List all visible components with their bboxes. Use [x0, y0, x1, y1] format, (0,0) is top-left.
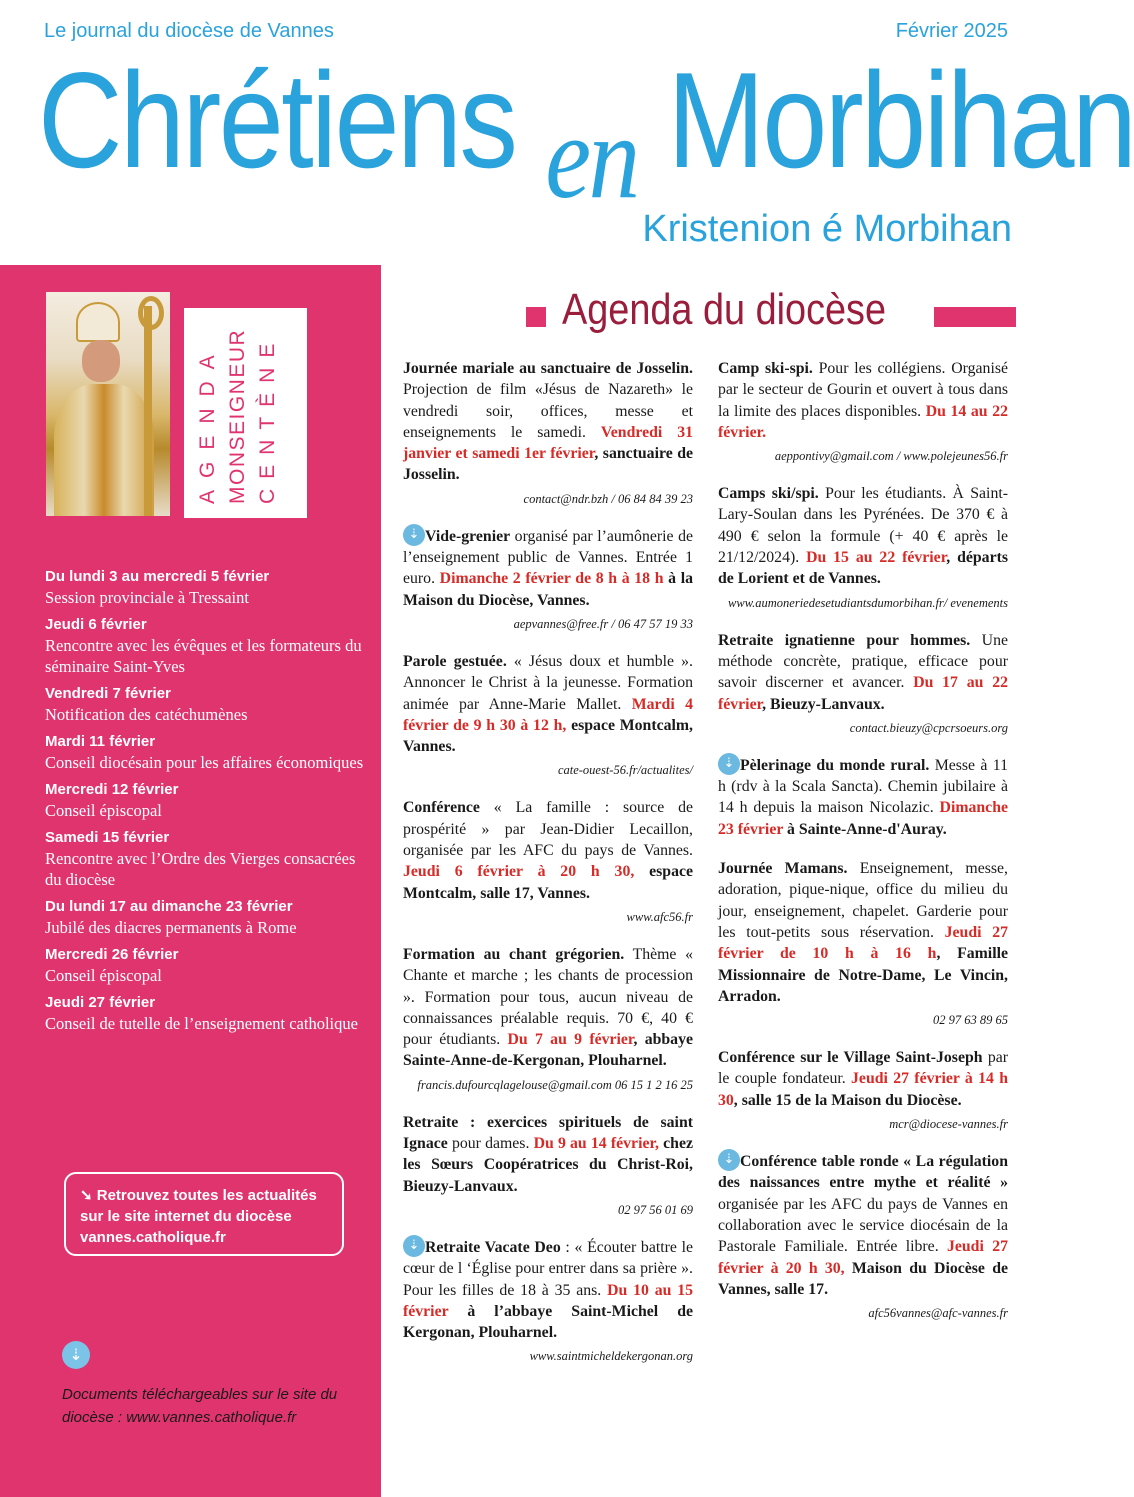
event-description: Conseil diocésain pour les affaires économiques: [45, 753, 364, 772]
agenda-article: [718, 1151, 1008, 1322]
crosier-icon: [144, 306, 152, 516]
article-body: par le couple fondateur.: [718, 1049, 1009, 1088]
article-date: Mardi 4 février de 9 h 30 à 12 h,: [403, 695, 693, 734]
agenda-column-2: [718, 358, 1008, 1340]
article-place: espace Montcalm, Vannes.: [403, 716, 693, 756]
agenda-column-1: [403, 358, 693, 1383]
article-place: , Famille Missionnaire de Notre-Dame, Le Vincin, Arradon.: [718, 945, 1008, 1005]
article-contact: www.afc56.fr: [626, 909, 693, 924]
article-body: pour dames.: [447, 1135, 534, 1153]
event-description: Notification des catéchumènes: [45, 705, 248, 724]
event-date: Jeudi 27 février: [45, 994, 156, 1011]
agenda-article: [403, 526, 693, 633]
article-place: , abbaye Sainte-Anne-de-Kergonan, Plouharnel.: [403, 1031, 693, 1070]
agenda-article: [718, 1047, 1008, 1133]
heading-square-icon: [526, 307, 546, 327]
article-body: Une méthode concrète, pratique, efficace pour savoir discerner et avancer.: [718, 631, 1008, 692]
masthead-subtitle: Kristenion é Morbihan: [642, 208, 1012, 250]
article-place: , Bieuzy-Lanvaux.: [762, 695, 885, 713]
article-body: « Jésus doux et humble ». Annoncer le Christ à la jeunesse. Formation animée par Anne-Marie Mallet.: [403, 652, 693, 713]
vertical-monseigneur: MONSEIGNEUR: [226, 328, 249, 504]
article-date: Du 14 au 22 février.: [718, 402, 1008, 441]
agenda-article: [718, 858, 1008, 1029]
article-title: Journée Mamans.: [718, 860, 848, 878]
agenda-article: [403, 1112, 693, 1219]
article-title: Conférence sur le Village Saint-Joseph: [718, 1049, 983, 1067]
vertical-centene: CENTÈNE: [256, 333, 279, 504]
article-title: Formation au chant grégorien.: [403, 945, 625, 963]
article-title: Conférence: [403, 799, 480, 817]
article-place: , départs de Lorient et de Vannes.: [718, 549, 1008, 588]
agenda-article: [718, 630, 1008, 737]
article-date: Du 7 au 9 février: [507, 1031, 634, 1049]
masthead-part2: Morbihan: [637, 44, 1134, 196]
article-contact: francis.dufourcqlagelouse@gmail.com 06 15 1 2 16 25: [417, 1077, 693, 1092]
event-date: Mardi 11 février: [45, 733, 156, 750]
article-date: Du 9 au 14 février,: [533, 1135, 659, 1153]
article-title: Retraite ignatienne pour hommes.: [718, 631, 971, 649]
article-contact: 02 97 56 01 69: [618, 1202, 693, 1217]
article-body: organisée par les AFC du pays de Vannes en collaboration avec le service diocésain de la Pastorale Familiale. Entrée libre.: [718, 1195, 1008, 1256]
event-item: [45, 731, 375, 773]
event-item: [45, 944, 375, 986]
agenda-heading: [526, 285, 1016, 345]
article-date: Vendredi 31 janvier et samedi 1er février: [403, 423, 693, 463]
masthead-part1: Chrétiens: [38, 44, 546, 196]
agenda-heading-text: Agenda du diocèse: [562, 285, 887, 334]
masthead-en: en: [545, 90, 638, 223]
event-date: Mercredi 26 février: [45, 946, 179, 963]
download-icon: ⇣: [403, 524, 425, 546]
article-title: Vide-grenier: [425, 527, 511, 545]
article-body: « La famille : source de prospérité » par Jean-Didier Lecaillon, organisée par les AFC du pays de Vannes.: [403, 799, 693, 860]
agenda-article: [718, 358, 1008, 465]
event-date: Du lundi 3 au mercredi 5 février: [45, 568, 270, 585]
article-date: Jeudi 6 février à 20 h 30,: [403, 863, 635, 881]
event-item: [45, 566, 375, 608]
event-item: [45, 779, 375, 821]
article-contact: mcr@diocese-vannes.fr: [889, 1117, 1008, 1132]
event-item: [45, 827, 375, 890]
article-body: Messe à 11 h (rdv à la Scala Sancta). Chemin jubilaire à 14 h depuis la maison Nicolazic.: [718, 756, 1008, 817]
event-description: Conseil épiscopal: [45, 801, 162, 820]
event-date: Du lundi 17 au dimanche 23 février: [45, 898, 293, 915]
agenda-article: [718, 755, 1008, 840]
issue-date: Février 2025: [895, 20, 1008, 42]
article-title: Conférence table ronde « La régulation des naissances entre mythe et réalité »: [718, 1153, 1008, 1192]
event-item: [45, 683, 375, 725]
article-body: : « Écouter battre le cœur de l ‘Église pour entrer dans sa prière ». Pour les filles de 18 à 35 ans.: [403, 1238, 693, 1299]
event-description: Conseil épiscopal: [45, 966, 162, 985]
mitre-icon: [76, 302, 120, 342]
event-description: Rencontre avec l’Ordre des Vierges consacrées du diocèse: [45, 849, 356, 889]
event-item: [45, 614, 375, 677]
article-place: , salle 15 de la Maison du Diocèse.: [733, 1091, 962, 1109]
agenda-article: [403, 651, 693, 779]
article-contact: aeppontivy@gmail.com / www.polejeunes56.fr: [774, 449, 1008, 464]
website-link-box[interactable]: [64, 1172, 344, 1256]
bishop-photo: [46, 292, 170, 516]
agenda-article: [403, 944, 693, 1094]
masthead-title: [38, 44, 1134, 223]
download-icon: ⇣: [718, 1149, 740, 1171]
article-title: Camp ski-spi.: [718, 360, 813, 377]
article-date: Du 17 au 22 février: [718, 674, 1008, 713]
article-title: Retraite Vacate Deo: [425, 1238, 561, 1256]
article-title: Pèlerinage du monde rural.: [740, 756, 930, 774]
article-date: Dimanche 2 février de 8 h à 18 h: [439, 570, 664, 588]
event-date: Samedi 15 février: [45, 829, 170, 846]
article-place: à la Maison du Diocèse, Vannes.: [403, 570, 693, 609]
article-place: Maison du Diocèse de Vannes, salle 17.: [718, 1259, 1008, 1298]
agenda-article: [403, 797, 693, 925]
photo-robe: [54, 384, 154, 516]
event-description: Jubilé des diacres permanents à Rome: [45, 918, 297, 937]
agenda-monseigneur-box: [184, 308, 307, 518]
article-body: Thème « Chante et marche ; les chants de procession ». Formation pour tous, aucun niveau de connaissances préalable requis. 70 €, 40 € pour étudiants.: [403, 945, 694, 1049]
article-place: à Sainte-Anne-d'Auray.: [783, 820, 947, 838]
article-date: Jeudi 27 février à 20 h 30,: [718, 1238, 1008, 1277]
article-contact: www.aumoneriedesetudiantsdumorbihan.fr/ evenements: [728, 595, 1008, 610]
photo-face: [82, 340, 120, 382]
article-contact: contact@ndr.bzh / 06 84 84 39 23: [523, 491, 693, 506]
article-place: , sanctuaire de Josselin.: [403, 445, 693, 484]
event-description: Session provinciale à Tressaint: [45, 588, 249, 607]
event-item: [45, 896, 375, 938]
article-title: Camps ski/spi.: [718, 485, 819, 503]
download-icon: ⇣: [62, 1341, 90, 1369]
article-contact: www.saintmicheldekergonan.org: [529, 1349, 693, 1364]
event-date: Mercredi 12 février: [45, 781, 179, 798]
article-body: Enseignement, messe, adoration, pique-nique, office du milieu du jour, enseignement, chapelet. Garderie pour les tout-petits sous réservation.: [718, 860, 1008, 941]
article-title: Parole gestuée.: [403, 652, 507, 670]
event-date: Vendredi 7 février: [45, 685, 171, 702]
article-contact: afc56vannes@afc-vannes.fr: [868, 1306, 1008, 1321]
docs-note: Documents téléchargeables sur le site du diocèse : www.vannes.catholique.fr: [62, 1386, 338, 1426]
crosier-top: [138, 296, 164, 330]
article-date: Jeudi 27 février à 14 h 30: [718, 1070, 1009, 1109]
download-icon: ⇣: [403, 1235, 425, 1257]
article-title: Journée mariale au sanctuaire de Josselin.: [403, 360, 693, 377]
event-description: Rencontre avec les évêques et les formateurs du séminaire Saint-Yves: [45, 636, 362, 676]
article-body: Pour les collégiens. Organisé par le secteur de Gourin et ouvert à tous dans la limite des places disponibles.: [718, 360, 1008, 420]
event-item: [45, 992, 375, 1034]
article-body: Pour les étudiants. À Saint-Lary-Soulan dans les Pyrénées. De 370 € à 490 € selon la formule (+ 40 € après le 21/12/2024).: [718, 485, 1008, 567]
vertical-agenda: AGENDA: [196, 343, 219, 504]
article-contact: cate-ouest-56.fr/actualites/: [557, 763, 693, 778]
download-icon: ⇣: [718, 753, 740, 775]
article-contact: 02 97 63 89 65: [933, 1013, 1008, 1028]
article-date: Dimanche 23 février: [718, 799, 1008, 838]
arrow-icon: ➘: [80, 1187, 93, 1204]
article-contact: contact.bieuzy@cpcrsoeurs.org: [849, 720, 1008, 735]
event-date: Jeudi 6 février: [45, 616, 147, 633]
article-place: chez les Sœurs Coopératrices du Christ-Roi, Bieuzy-Lanvaux.: [403, 1135, 693, 1195]
website-link-text[interactable]: Retrouvez toutes les actualités sur le site internet du diocèse vannes.catholique.fr: [80, 1187, 317, 1246]
article-body: Projection de film «Jésus de Nazareth» le vendredi soir, offices, messe et enseignements le samedi.: [403, 381, 693, 441]
heading-bar: [934, 307, 1016, 327]
article-title: Retraite : exercices spirituels de saint Ignace: [403, 1113, 693, 1153]
article-date: Jeudi 27 février de 10 h à 16 h: [718, 923, 1008, 963]
agenda-article: [403, 358, 693, 508]
article-contact: aepvannes@free.fr / 06 47 57 19 33: [513, 616, 693, 631]
journal-label: Le journal du diocèse de Vannes: [44, 20, 334, 42]
article-date: Du 15 au 22 février: [806, 549, 947, 567]
article-date: Du 10 au 15 février: [403, 1281, 693, 1320]
agenda-article: [718, 483, 1008, 611]
article-place: à l’abbaye Saint-Michel de Kergonan, Plouharnel.: [403, 1302, 693, 1342]
article-place: espace Montcalm, salle 17, Vannes.: [403, 863, 693, 902]
agenda-article: [403, 1237, 693, 1365]
article-body: organisé par l’aumônerie de l’enseignement public de Vannes. Entrée 1 euro.: [403, 527, 693, 588]
event-description: Conseil de tutelle de l’enseignement catholique: [45, 1014, 358, 1033]
bishop-events-list: [45, 566, 375, 1040]
